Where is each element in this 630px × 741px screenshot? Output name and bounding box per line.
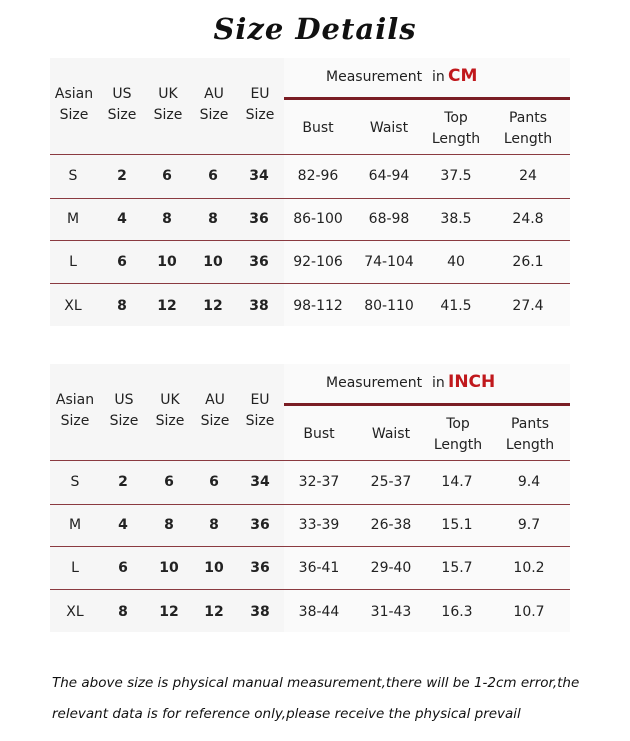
cell-waist: 80-110 — [364, 298, 414, 314]
cell-top-length: 41.5 — [440, 298, 472, 314]
size-table-cm — [50, 58, 570, 326]
cell-au-size: 8 — [208, 211, 218, 227]
header-eu-size: EU Size — [245, 86, 275, 123]
note-line-1: The above size is physical manual measurement,there will be 1-2cm error,the — [52, 675, 580, 691]
cell-au-size: 8 — [209, 517, 219, 533]
cell-uk-size: 12 — [159, 604, 179, 620]
header-uk-size: UK Size — [153, 86, 183, 123]
cell-bust: 82-96 — [297, 168, 339, 184]
header-bust: Bust — [303, 426, 335, 442]
cell-bust: 92-106 — [293, 254, 343, 270]
cell-au-size: 6 — [208, 168, 218, 184]
row-divider — [50, 154, 570, 155]
cell-asian-size: M — [66, 211, 80, 227]
cell-uk-size: 6 — [162, 168, 172, 184]
cell-eu-size: 38 — [250, 604, 270, 620]
cell-us-size: 8 — [117, 298, 127, 314]
cell-au-size: 6 — [209, 474, 219, 490]
cell-waist: 25-37 — [370, 474, 412, 490]
cell-uk-size: 10 — [157, 254, 177, 270]
cell-uk-size: 12 — [157, 298, 177, 314]
cell-pants-length: 26.1 — [512, 254, 544, 270]
header-waist: Waist — [371, 426, 411, 442]
cell-au-size: 10 — [204, 560, 224, 576]
header-pants-length: Pants Length — [503, 110, 553, 147]
cell-pants-length: 9.7 — [517, 517, 541, 533]
cell-waist: 68-98 — [368, 211, 410, 227]
page-title: Size Details — [213, 12, 417, 46]
cell-au-size: 10 — [203, 254, 223, 270]
row-divider — [50, 198, 570, 199]
header-asian-size: Asian Size — [55, 392, 95, 429]
cell-uk-size: 6 — [164, 474, 174, 490]
note-line-2: relevant data is for reference only,please receive the physical prevail — [52, 706, 521, 722]
row-divider — [50, 460, 570, 461]
header-eu-size: EU Size — [245, 392, 275, 429]
cell-asian-size: L — [71, 560, 79, 576]
cell-pants-length: 10.7 — [513, 604, 545, 620]
cell-bust: 36-41 — [298, 560, 340, 576]
cell-waist: 74-104 — [364, 254, 414, 270]
cell-uk-size: 8 — [162, 211, 172, 227]
row-divider — [50, 240, 570, 241]
cell-pants-length: 24 — [519, 168, 537, 184]
header-pants-length: Pants Length — [505, 416, 555, 453]
row-divider — [50, 546, 570, 547]
measurement-divider — [284, 97, 570, 100]
header-waist: Waist — [369, 120, 409, 136]
header-au-size: AU Size — [199, 86, 229, 123]
header-top-length: Top Length — [431, 110, 481, 147]
in-label: in — [432, 69, 445, 85]
cell-au-size: 12 — [203, 298, 223, 314]
header-us-size: US Size — [107, 86, 137, 123]
cell-us-size: 6 — [117, 254, 127, 270]
cell-uk-size: 10 — [159, 560, 179, 576]
cell-asian-size: S — [68, 168, 78, 184]
cell-us-size: 2 — [118, 474, 128, 490]
cell-waist: 29-40 — [370, 560, 412, 576]
measurement-label: Measurement — [326, 375, 423, 391]
cell-top-length: 16.3 — [441, 604, 473, 620]
cell-uk-size: 8 — [164, 517, 174, 533]
row-divider — [50, 283, 570, 284]
cell-top-length: 14.7 — [441, 474, 473, 490]
cell-bust: 33-39 — [298, 517, 340, 533]
cell-asian-size: XL — [66, 604, 84, 620]
cell-us-size: 6 — [118, 560, 128, 576]
header-top-length: Top Length — [433, 416, 483, 453]
cell-waist: 64-94 — [368, 168, 410, 184]
cell-us-size: 8 — [118, 604, 128, 620]
row-divider — [50, 589, 570, 590]
cell-asian-size: S — [70, 474, 80, 490]
cell-asian-size: XL — [64, 298, 82, 314]
in-label: in — [432, 375, 445, 391]
cell-pants-length: 24.8 — [512, 211, 544, 227]
measurement-divider — [284, 403, 570, 406]
cell-eu-size: 36 — [249, 211, 269, 227]
cell-asian-size: M — [68, 517, 82, 533]
cell-top-length: 40 — [447, 254, 465, 270]
cell-eu-size: 38 — [249, 298, 269, 314]
unit-label: CM — [448, 66, 478, 86]
cell-us-size: 4 — [117, 211, 127, 227]
cell-waist: 31-43 — [370, 604, 412, 620]
size-table-inch — [50, 364, 570, 632]
cell-bust: 86-100 — [293, 211, 343, 227]
cell-eu-size: 36 — [250, 560, 270, 576]
cell-eu-size: 34 — [250, 474, 270, 490]
row-divider — [50, 504, 570, 505]
cell-bust: 38-44 — [298, 604, 340, 620]
cell-top-length: 38.5 — [440, 211, 472, 227]
cell-bust: 32-37 — [298, 474, 340, 490]
cell-eu-size: 36 — [250, 517, 270, 533]
cell-top-length: 15.1 — [441, 517, 473, 533]
cell-waist: 26-38 — [370, 517, 412, 533]
cell-eu-size: 36 — [249, 254, 269, 270]
header-asian-size: Asian Size — [54, 86, 94, 123]
cell-us-size: 2 — [117, 168, 127, 184]
cell-au-size: 12 — [204, 604, 224, 620]
header-bust: Bust — [302, 120, 334, 136]
measurement-label: Measurement — [326, 69, 423, 85]
cell-top-length: 37.5 — [440, 168, 472, 184]
header-au-size: AU Size — [200, 392, 230, 429]
cell-asian-size: L — [69, 254, 77, 270]
cell-pants-length: 9.4 — [517, 474, 541, 490]
cell-pants-length: 27.4 — [512, 298, 544, 314]
cell-pants-length: 10.2 — [513, 560, 545, 576]
cell-us-size: 4 — [118, 517, 128, 533]
cell-eu-size: 34 — [249, 168, 269, 184]
header-uk-size: UK Size — [155, 392, 185, 429]
cell-bust: 98-112 — [293, 298, 343, 314]
header-us-size: US Size — [109, 392, 139, 429]
unit-label: INCH — [448, 372, 496, 392]
cell-top-length: 15.7 — [441, 560, 473, 576]
